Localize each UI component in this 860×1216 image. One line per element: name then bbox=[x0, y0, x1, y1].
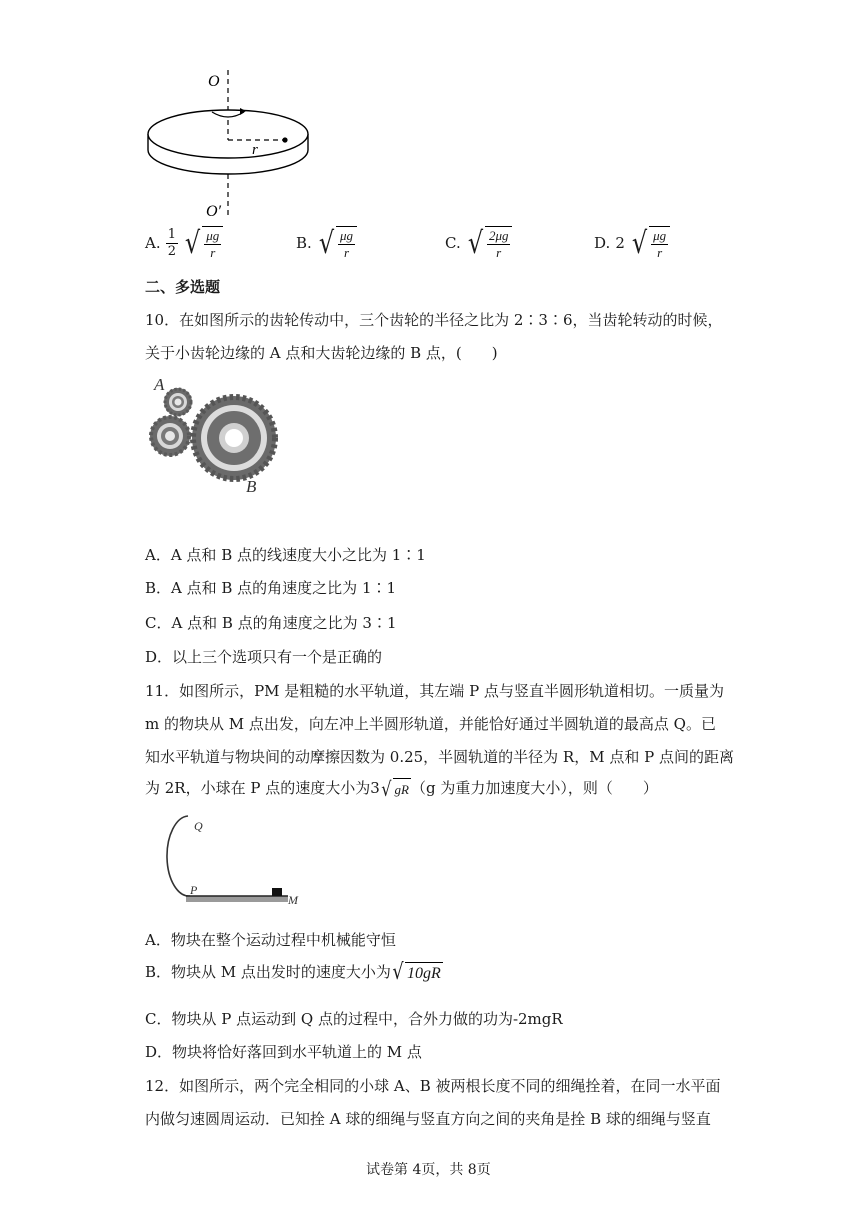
q9-option-b: B. √ $\frac{\mu g}{r}$ bbox=[296, 226, 357, 261]
q11-option-d: D．物块将恰好落回到水平轨道上的 M 点 bbox=[145, 1043, 422, 1061]
track-label-Q: Q bbox=[194, 819, 203, 833]
q10-stem-line2: 关于小齿轮边缘的 A 点和大齿轮边缘的 B 点，( ) bbox=[145, 344, 498, 362]
q11-stem-line3: 知水平轨道与物块间的动摩擦因数为 0.25，半圆轨道的半径为 R，M 点和 P 点间的距离 bbox=[145, 748, 734, 766]
q10-option-c: C．A 点和 B 点的角速度之比为 3∶1 bbox=[145, 614, 397, 632]
q10-option-a: A．A 点和 B 点的线速度大小之比为 1∶1 bbox=[145, 546, 426, 564]
q11-stem-line1: 11．如图所示，PM 是粗糙的水平轨道，其左端 P 点与竖直半圆形轨道相切。一质量为 bbox=[145, 682, 724, 700]
track-label-P: P bbox=[190, 883, 198, 897]
q11-option-b: B．物块从 M 点出发时的速度大小为 √ 10gR bbox=[145, 960, 441, 985]
q12-stem-line2: 内做匀速圆周运动．已知拴 A 球的细绳与竖直方向之间的夹角是拴 B 球的细绳与竖直 bbox=[145, 1110, 711, 1128]
q9-option-a: A. $\frac{1}{2}$ √ $\frac{\mu g}{r}$ bbox=[145, 226, 223, 261]
q11-stem-line4: 为 2R，小球在 P 点的速度大小为3 √ gR （g 为重力加速度大小），则（ ） bbox=[145, 777, 658, 801]
option-c-radical: √ $\frac{2\mu g}{r}$ bbox=[466, 226, 513, 261]
q9-option-d: D. 2 √ $\frac{\mu g}{r}$ bbox=[594, 226, 670, 261]
q11-option-c: C．物块从 P 点运动到 Q 点的过程中，合外力做的功为-2mgR bbox=[145, 1010, 563, 1028]
fig9-label-O: O bbox=[208, 73, 220, 90]
option-a-coefficient: $\frac{1}{2}$ bbox=[167, 227, 176, 259]
fig9-label-r: r bbox=[252, 142, 258, 158]
q11-stem-line2: m 的物块从 M 点出发，向左冲上半圆形轨道，并能恰好通过半圆轨道的最高点 Q。已 bbox=[145, 715, 716, 733]
gear-label-B: B bbox=[246, 477, 257, 496]
option-d-radical: √ $\frac{\mu g}{r}$ bbox=[630, 226, 670, 261]
option-a-radical: √ $\frac{\mu g}{r}$ bbox=[183, 226, 223, 261]
q12-stem-line1: 12．如图所示，两个完全相同的小球 A、B 被两根长度不同的细绳拴着，在同一水平面 bbox=[145, 1077, 721, 1095]
page-footer: 试卷第 4页，共 8页 bbox=[366, 1162, 491, 1178]
option-b-radical: √ $\frac{\mu g}{r}$ bbox=[317, 226, 357, 261]
track-label-M: M bbox=[288, 893, 298, 907]
section-heading: 二、多选题 bbox=[145, 278, 221, 296]
rotating-disc-figure bbox=[140, 68, 320, 220]
fig9-label-O-prime: O′ bbox=[206, 203, 222, 220]
q10-option-b: B．A 点和 B 点的角速度之比为 1∶1 bbox=[145, 579, 397, 597]
track-figure bbox=[150, 812, 310, 912]
gear-label-A: A bbox=[154, 376, 165, 394]
small-gear-icon bbox=[164, 388, 192, 416]
gear-train-figure bbox=[148, 376, 280, 496]
q9-option-c: C. √ $\frac{2\mu g}{r}$ bbox=[445, 226, 512, 261]
q10-stem-line1: 10．在如图所示的齿轮传动中，三个齿轮的半径之比为 2∶3∶6，当齿轮转动的时候， bbox=[145, 311, 723, 329]
middle-gear-icon bbox=[150, 416, 190, 456]
q10-option-d: D．以上三个选项只有一个是正确的 bbox=[145, 648, 383, 666]
q11-option-a: A．物块在整个运动过程中机械能守恒 bbox=[145, 931, 396, 949]
large-gear-icon bbox=[192, 396, 276, 480]
